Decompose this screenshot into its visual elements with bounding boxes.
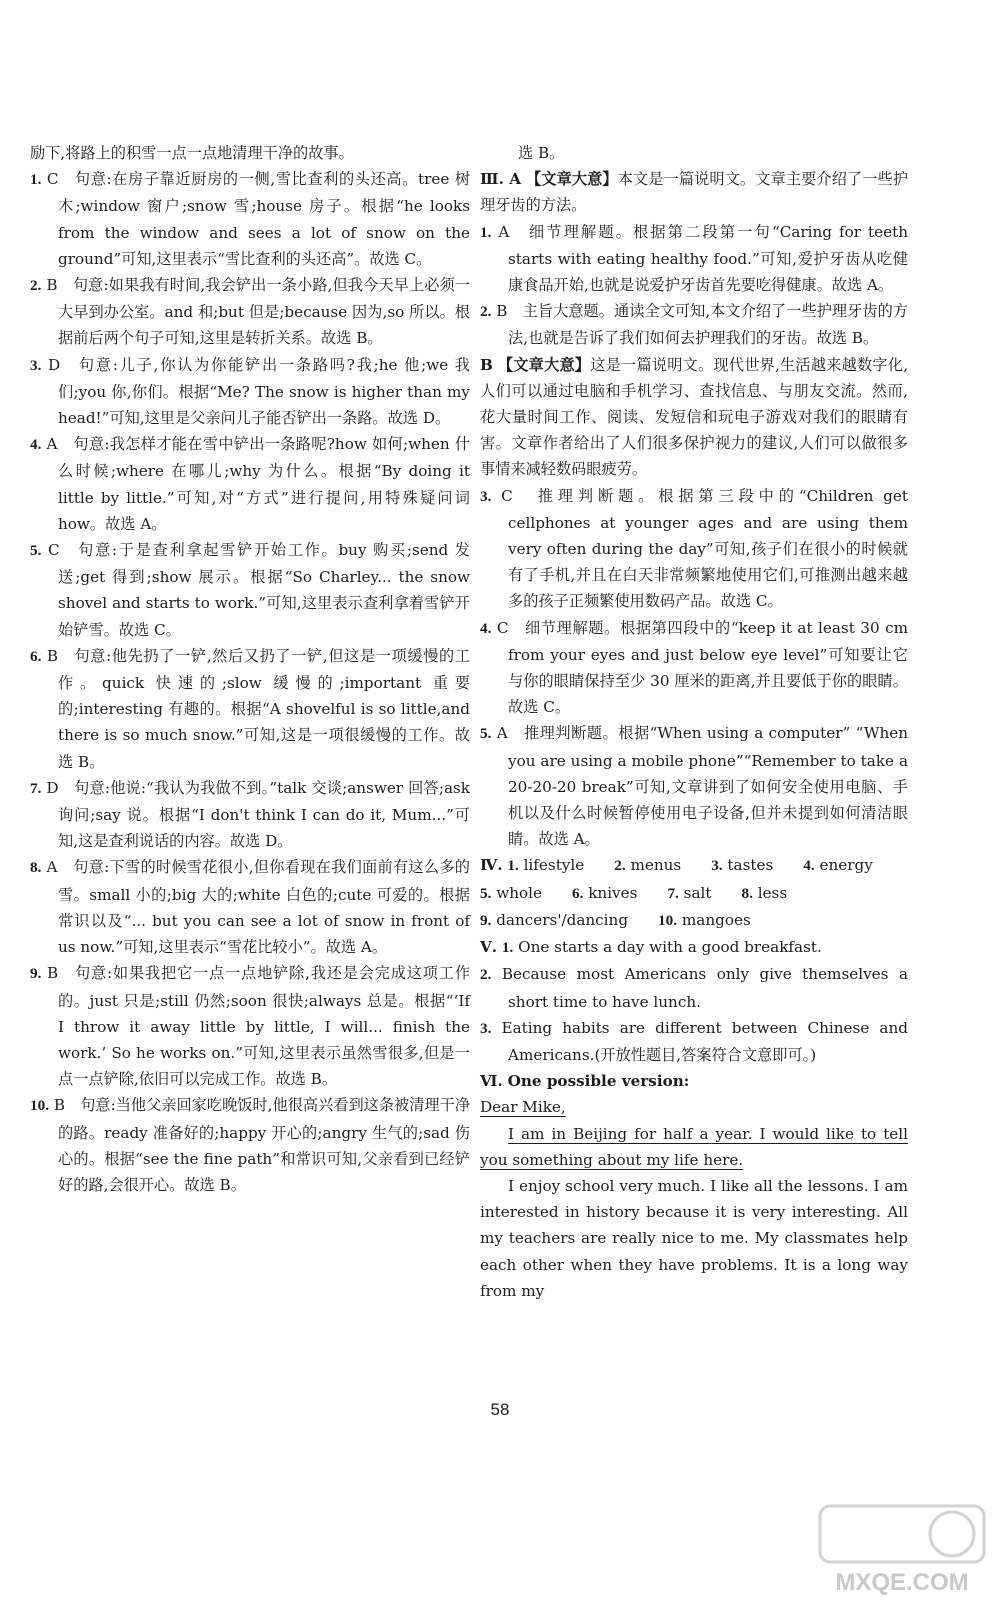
watermark-text: MXQE.COM (835, 1569, 969, 1596)
left-column (30, 140, 470, 1198)
section-3-summary: Ⅲ. A 【文章大意】本文是一篇说明文。文章主要介绍了一些护理牙齿的方法。 (480, 170, 909, 215)
answer-item-5-2: 2. Because most Americans only give themselves a short time to have lunch. (480, 965, 908, 1011)
letter-paragraph-1: I am in Beijing for half a year. I would like to tell you something about my life here. (480, 1124, 908, 1169)
answer-item-b-4: 4. C 细节理解题。根据第四段中的“keep it at least 30 cm from your eyes and just below eye level”可知要让它与你的眼睛保持至少 30 厘米的距离,并且要低于你的眼睛。故选 C。 (480, 618, 909, 717)
answer-item-9: 9. B 句意:如果我把它一点一点地铲除,我还是会完成这项工作的。just 只是;still 仍然;soon 很快;always 总是。根据“‘If I throw it away little by little, I will... finish the work.’ So he works on.”可知,这里表示虽然雪很多,但是一点一点铲除,依旧可以完成工作。故选 B。 (30, 964, 471, 1089)
answer-item-1: 1. C 句意:在房子靠近厨房的一侧,雪比查利的头还高。tree 树木;window 窗户;snow 雪;house 房子。根据“he looks from the window and sees a lot of snow on the ground”可知,这里表示“雪比查利的头还高”。故选 C。 (30, 170, 471, 268)
answer-item-b-3: 3. C 推理判断题。根据第三段中的“Children get cellphones at younger ages and are using them very often during the day”可知,孩子们在很小的时候就有了手机,并且在白天非常频繁地使用它们,可推测出越来越多的孩子正频繁使用数码产品。故选 C。 (480, 486, 908, 611)
answer-item-6: 6. B 句意:他先扔了一铲,然后又扔了一铲,但这是一项缓慢的工作。quick 快速的;slow 缓慢的;important 重要的;interesting 有趣的。根据“A shovelful is so little,and there is so much snow.”可知,这是一项很缓慢的工作。故选 B。 (30, 646, 471, 771)
intro-line: 励下,将路上的积雪一点一点地清理干净的故事。 (30, 144, 354, 162)
section-4-row-3: 9. dancers'/dancing 10. mangoes (480, 910, 751, 929)
carry-over-line: 选 B。 (518, 144, 565, 162)
section-4-row-2: 5. whole 6. knives 7. salt 8. less (480, 883, 788, 902)
section-6-heading: Ⅵ. One possible version: (480, 1072, 690, 1091)
answer-item-3-2: 2. B 主旨大意题。通读全文可知,本文介绍了一些护理牙齿的方法,也就是告诉了我们如何去护理我们的牙齿。故选 B。 (480, 302, 909, 348)
letter-paragraph-2: I enjoy school very much. I like all the lessons. I am interested in history because it is very interesting. All my teachers are really nice to me. My classmates help each other when they have problems. It is a long way from my (480, 1176, 908, 1300)
answer-item-8: 8. A 句意:下雪的时候雪花很小,但你看现在我们面前有这么多的雪。small 小的;big 大的;white 白色的;cute 可爱的。根据常识以及“... but you can see a lot of snow in front of us now.”可知,这里表示“雪花比较小”。故选 A。 (30, 858, 470, 957)
page-number: 58 (490, 1400, 510, 1419)
answer-item-5-1: Ⅴ. 1. One starts a day with a good breakfast. (480, 938, 822, 957)
answer-item-2: 2. B 句意:如果我有时间,我会铲出一条小路,但我今天早上必须一大早到办公室。and 和;but 但是;because 因为,so 所以。根据前后两个句子可知,这里是转折关系。故选 B。 (30, 276, 471, 348)
watermark-logo-icon (812, 1498, 992, 1598)
section-b-summary: B 【文章大意】这是一篇说明文。现代世界,生活越来越数字化,人们可以通过电脑和手机学习、查找信息、与朋友交流。然而,花大量时间工作、阅读、发短信和玩电子游戏对我们的眼睛有害。文章作者给出了人们很多保护视力的建议,人们可以做很多事情来减轻数码眼疲劳。 (480, 355, 909, 479)
answer-item-b-5: 5. A 推理判断题。根据“When using a computer” “When you are using a mobile phone”“Remember to take a 20-20-20 break”可知,文章讲到了如何安全使用电脑、手机以及什么时候暂停使用电子设备,但并未提到如何清洁眼睛。故选 A。 (480, 724, 909, 849)
answer-item-4: 4. A 句意:我怎样才能在雪中铲出一条路呢?how 如何;when 什么时候;where 在哪儿;why 为什么。根据“By doing it little by little.”可知,对“方式”进行提问,用特殊疑问词 how。故选 A。 (30, 435, 471, 533)
answer-item-10: 10. B 句意:当他父亲回家吃晚饭时,他很高兴看到这条被清理干净的路。ready 准备好的;happy 开心的;angry 生气的;sad 伤心的。根据“see the fine path”和常识可知,父亲看到已经铲好的路,会很开心。故选 B。 (30, 1096, 471, 1194)
answer-item-3-1: 1. A 细节理解题。根据第二段第一句“Caring for teeth starts with eating healthy food.”可知,爱护牙齿从吃健康食品开始,也就是说爱护牙齿首先要吃得健康。故选 A。 (480, 222, 908, 295)
section-4-row-1: Ⅳ. 1. lifestyle 2. menus 3. tastes 4. energy (480, 856, 873, 875)
answer-item-5: 5. C 句意:于是查利拿起雪铲开始工作。buy 购买;send 发送;get 得到;show 展示。根据“So Charley... the snow shovel and starts to work.”可知,这里表示查利拿着雪铲开始铲雪。故选 C。 (30, 541, 470, 639)
answer-item-5-3: 3. Eating habits are different between Chinese and Americans.(开放性题目,答案符合文意即可。) (480, 1018, 908, 1064)
answer-item-7: 7. D 句意:他说:“我认为我做不到。”talk 交谈;answer 回答;ask 询问;say 说。根据“I don't think I can do it, Mum...”可知,这是查利说话的内容。故选 D。 (30, 778, 470, 851)
right-column (480, 140, 908, 1304)
letter-greeting: Dear Mike, (480, 1098, 566, 1117)
answer-item-3: 3. D 句意:儿子,你认为你能铲出一条路吗?我;he 他;we 我们;you 你,你们。根据“Me? The snow is higher than my head!”可知,这里是父亲问儿子能否铲出一条路。故选 D。 (30, 355, 470, 428)
